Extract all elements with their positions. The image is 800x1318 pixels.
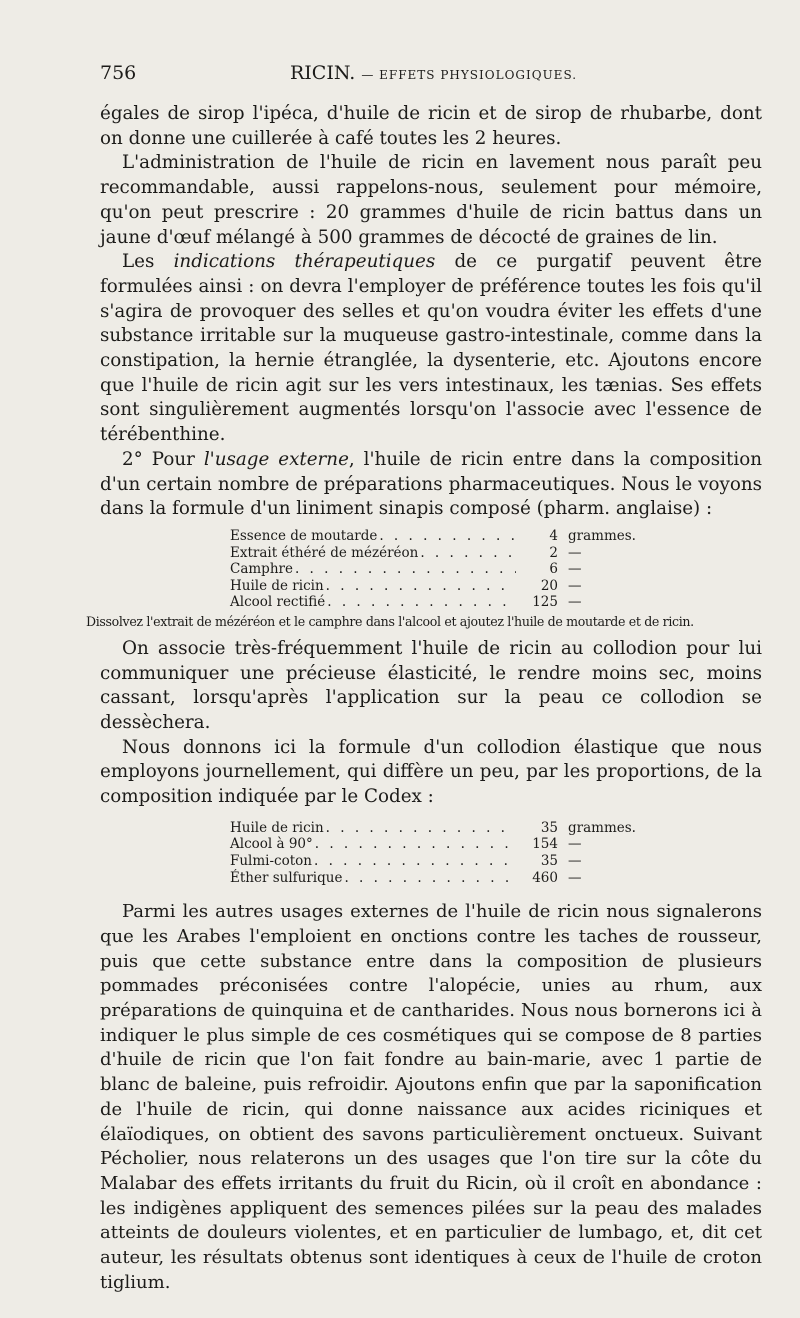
paragraph-continuation: égales de sirop l'ipéca, d'huile de ricin et de sirop de rhubarbe, dont on donne une cuillerée à café toutes les 2 heures. bbox=[100, 103, 762, 149]
recipe-quantity: 20 bbox=[540, 577, 558, 594]
recipe-quantity: 460 bbox=[532, 869, 558, 886]
recipe-unit: — bbox=[568, 561, 582, 578]
dot-leader bbox=[312, 853, 516, 870]
indications-lead: Les bbox=[122, 251, 174, 273]
dot-leader bbox=[325, 594, 516, 611]
recipe-row bbox=[230, 545, 660, 562]
recipe-unit: — bbox=[568, 594, 582, 611]
running-head bbox=[100, 62, 760, 98]
dot-leader bbox=[293, 561, 516, 578]
usage-emphasis: l'usage externe bbox=[203, 448, 349, 470]
recipe-row bbox=[230, 853, 660, 870]
paragraph-indications bbox=[100, 250, 762, 448]
recipe-quantity: 125 bbox=[532, 594, 558, 611]
recipe-liniment bbox=[230, 528, 660, 611]
recipe-row bbox=[230, 836, 660, 853]
usage-text: , l'huile de ricin entre dans la composition d'un certain nombre de préparations pharmaceutiques. Nous le voyons dans la formule d'un liniment sinapis composé (pharm. anglaise) : bbox=[100, 448, 762, 520]
recipe-ingredient: Huile de ricin bbox=[230, 577, 324, 594]
recipe-row bbox=[230, 870, 660, 887]
recipe-ingredient: Alcool à 90° bbox=[230, 836, 313, 853]
recipe-quantity: 6 bbox=[549, 561, 558, 578]
running-subtitle: — EFFETS PHYSIOLOGIQUES. bbox=[361, 68, 578, 82]
running-title: RICIN. bbox=[290, 62, 356, 84]
recipe-row bbox=[230, 578, 660, 595]
paragraph-usage-externe bbox=[100, 448, 762, 522]
recipe-ingredient: Fulmi-coton bbox=[230, 853, 312, 870]
recipe-ingredient: Extrait éthéré de mézéréon bbox=[230, 544, 419, 561]
dot-leader bbox=[313, 836, 516, 853]
recipe-row bbox=[230, 594, 660, 611]
dot-leader bbox=[324, 820, 516, 837]
recipe-quantity: 35 bbox=[540, 853, 558, 870]
recipe-row bbox=[230, 820, 660, 837]
dot-leader bbox=[342, 870, 516, 887]
recipe-quantity: 35 bbox=[540, 819, 558, 836]
paragraph-lavement: L'administration de l'huile de ricin en lavement nous paraît peu recommandable, aussi rappelons-nous, seulement pour mémoire, qu'on peut prescrire : 20 grammes d'huile de ricin battus dans un jaune d'œuf mélangé à 500 grammes de décocté de graines de lin. bbox=[100, 152, 762, 248]
dot-leader bbox=[377, 528, 516, 545]
recipe-quantity: 2 bbox=[549, 544, 558, 561]
recipe-unit: grammes. bbox=[568, 819, 636, 836]
recipe-unit: — bbox=[568, 577, 582, 594]
indications-emphasis: indications thérapeutiques bbox=[173, 251, 436, 273]
dot-leader bbox=[324, 578, 516, 595]
indications-text: de ce purgatif peuvent être formulées ainsi : on devra l'employer de préférence toutes les fois qu'il s'agira de provoquer des selles et qu'on voudra éviter les effets d'une substance irritable sur la muqueuse gastro-intestinale, comme dans la constipation, la hernie étranglée, la dysenterie, etc. Ajoutons encore que l'huile de ricin agit sur les vers intestinaux, les tænias. Ses effets sont singulièrement augmentés lorsqu'on l'associe avec l'essence de térébenthine. bbox=[100, 251, 763, 446]
recipe-unit: grammes. bbox=[568, 527, 636, 544]
recipe-unit: — bbox=[568, 544, 582, 561]
recipe-ingredient: Huile de ricin bbox=[230, 819, 324, 836]
recipe-ingredient: Éther sulfurique bbox=[230, 869, 343, 886]
page-number: 756 bbox=[100, 62, 137, 84]
recipe-quantity: 154 bbox=[532, 836, 558, 853]
recipe-ingredient: Alcool rectifié bbox=[230, 594, 326, 611]
paragraph-usages-externes: Parmi les autres usages externes de l'huile de ricin nous signalerons que les Arabes l'emploient en onctions contre les taches de rousseur, puis que cette substance entre dans la composition de plusieurs pommades préconisées contre l'alopécie, unies au rhum, aux préparations de quinquina et de cantharides. Nous nous bornerons ici à indiquer le plus simple de ces cosmétiques qui se compose de 8 parties d'huile de ricin que l'on fait fondre au bain-marie, avec 1 partie de blanc de baleine, puis refroidir. Ajoutons enfin que par la saponification de l'huile de ricin, qui donne naissance aux acides riciniques et élaïodiques, on obtient des savons particulièrement onctueux. Suivant Pécholier, nous relaterons un des usages que l'on tire sur la côte du Malabar des effets irritants du fruit du Ricin, où il croît en abondance : les indigènes appliquent des semences pilées sur la peau des malades atteints de douleurs violentes, et en particulier de lumbago, et, dit cet auteur, les résultats obtenus sont identiques à ceux de l'huile de croton tiglium. bbox=[100, 901, 762, 1293]
recipe-unit: — bbox=[568, 869, 582, 886]
recipe-instruction: Dissolvez l'extrait de mézéréon et le camphre dans l'alcool et ajoutez l'huile de moutarde et de ricin. bbox=[86, 613, 694, 629]
paragraph-collodion: On associe très-fréquemment l'huile de ricin au collodion pour lui communiquer une précieuse élasticité, le rendre moins sec, moins cassant, lorsqu'après l'application sur la peau ce collodion se dessèchera. bbox=[100, 637, 762, 734]
paragraph-formule: Nous donnons ici la formule d'un collodion élastique que nous employons journellement, qui diffère un peu, par les proportions, de la composition indiquée par le Codex : bbox=[100, 736, 762, 808]
recipe-ingredient: Camphre bbox=[230, 561, 293, 578]
usage-lead: 2° Pour bbox=[122, 448, 204, 470]
recipe-collodion bbox=[230, 820, 660, 886]
dot-leader bbox=[418, 545, 516, 562]
recipe-row bbox=[230, 561, 660, 578]
recipe-row bbox=[230, 528, 660, 545]
recipe-ingredient: Essence de moutarde bbox=[230, 527, 378, 544]
recipe-unit: — bbox=[568, 853, 582, 870]
recipe-unit: — bbox=[568, 836, 582, 853]
recipe-quantity: 4 bbox=[549, 527, 558, 544]
